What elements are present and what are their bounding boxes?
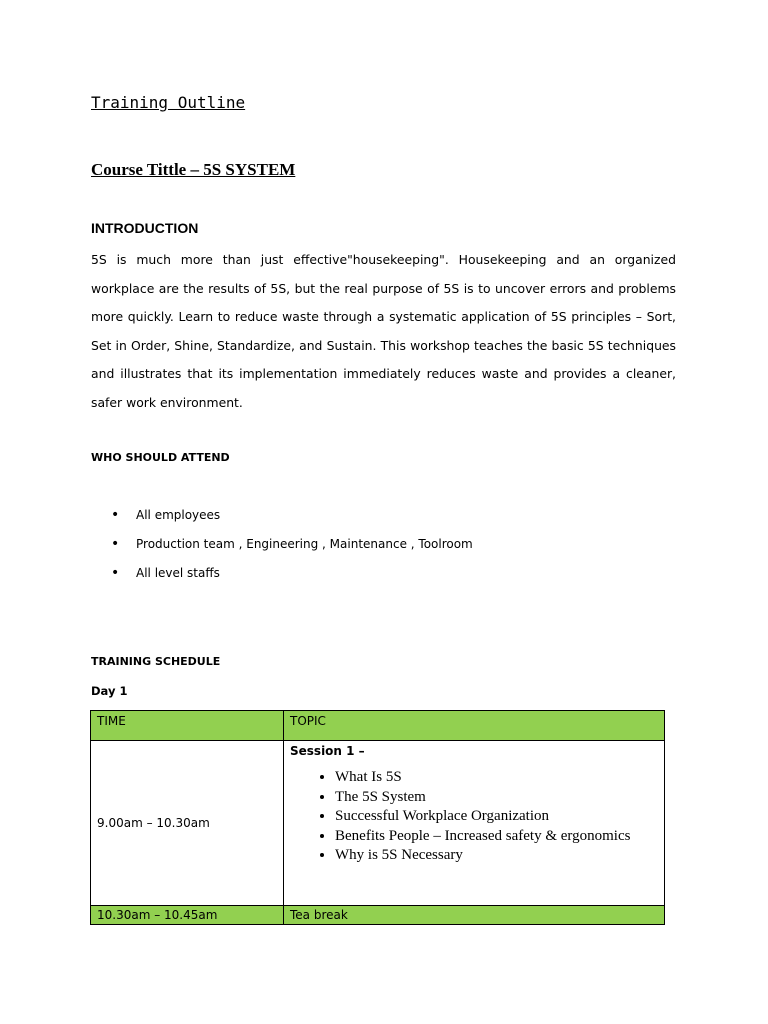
session-title: Session 1 – [290, 744, 365, 758]
session-topic-cell [284, 741, 665, 906]
topic-list-item: • Successful Workplace Organization [335, 807, 658, 827]
topic-list-item: • Benefits People – Increased safety & ergonomics [335, 827, 658, 847]
topic-list-item: • The 5S System [335, 788, 658, 808]
attendee-list-item: • All employees [91, 505, 473, 534]
table-header-row [91, 711, 665, 741]
day-label: Day 1 [91, 684, 128, 698]
introduction-heading: INTRODUCTION [91, 220, 199, 236]
topic-list-item: • Why is 5S Necessary [335, 846, 658, 866]
topic-list-item: • What Is 5S [335, 768, 658, 788]
schedule-table [90, 710, 665, 925]
column-header-time: TIME [91, 711, 284, 741]
column-header-topic: TOPIC [284, 711, 665, 741]
attendee-list-item: • All level staffs [91, 563, 473, 592]
course-title: Course Tittle – 5S SYSTEM [91, 160, 296, 179]
break-time-cell: 10.30am – 10.45am [91, 906, 284, 925]
session-topic-list [290, 768, 658, 866]
table-row [91, 906, 665, 925]
attendee-list-item: • Production team , Engineering , Maintenance , Toolroom [91, 534, 473, 563]
table-row [91, 741, 665, 906]
who-should-attend-heading: WHO SHOULD ATTEND [91, 451, 230, 464]
training-schedule-heading: TRAINING SCHEDULE [91, 655, 221, 668]
break-topic-cell: Tea break [284, 906, 665, 925]
document-title: Training Outline [91, 93, 246, 112]
attendee-list [91, 505, 473, 592]
session-time-cell: 9.00am – 10.30am [91, 741, 284, 906]
introduction-paragraph: 5S is much more than just effective"housekeeping". Housekeeping and an organized workplace are the results of 5S, but the real purpose of 5S is to uncover errors and problems more quickly. Learn to reduce waste through a systematic application of 5S principles – Sort, Set in Order, Shine, Standardize, and Sustain. This workshop teaches the basic 5S techniques and illustrates that its implementation immediately reduces waste and provides a cleaner, safer work environment. [91, 252, 676, 410]
